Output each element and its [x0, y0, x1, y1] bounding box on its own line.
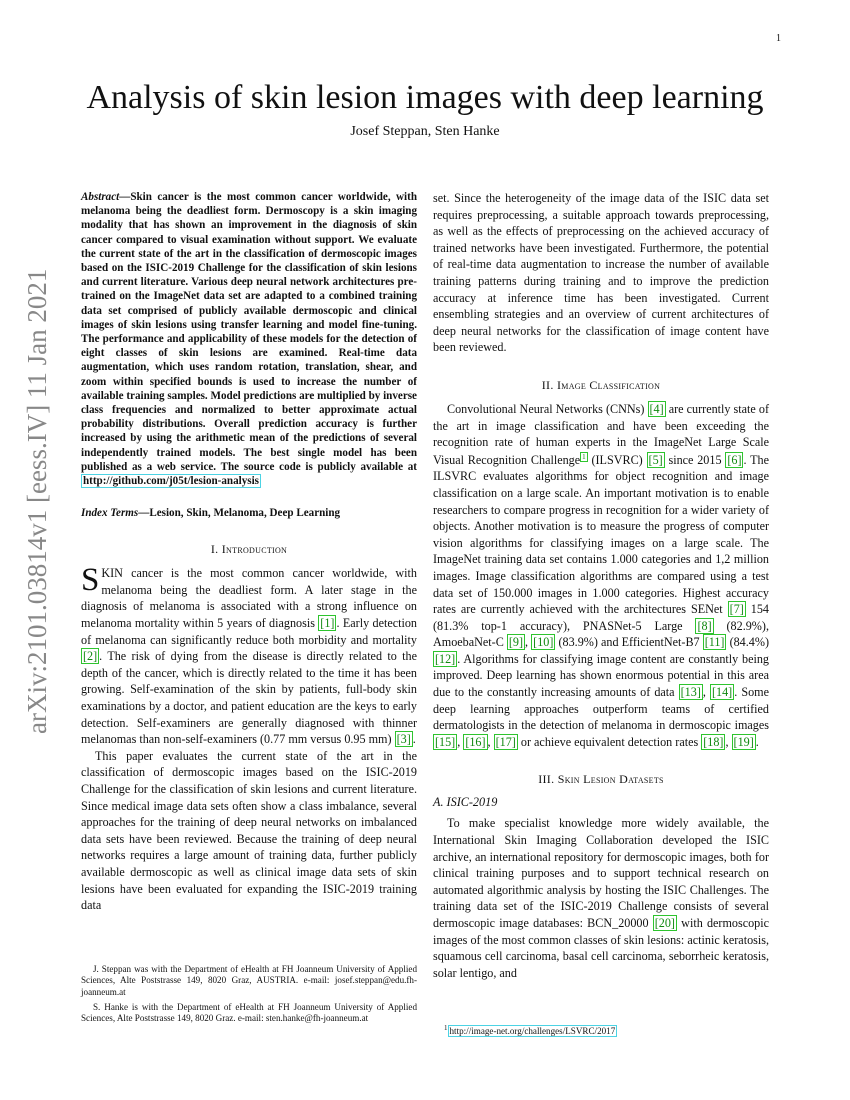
- drop-cap: S: [81, 562, 100, 599]
- citation-link[interactable]: [10]: [533, 635, 554, 650]
- subsection-heading-isic-2019: A. ISIC-2019: [433, 795, 498, 810]
- left-column: [81, 190, 417, 914]
- citation-link[interactable]: [12]: [435, 651, 456, 666]
- citation-link[interactable]: [5]: [648, 452, 663, 467]
- abstract-lead: Abstract: [81, 191, 120, 203]
- citation-link[interactable]: [13]: [680, 685, 701, 700]
- citation-link[interactable]: [17]: [495, 734, 516, 749]
- citation-link[interactable]: [1]: [320, 616, 335, 631]
- citation-link[interactable]: [7]: [729, 602, 744, 617]
- section-heading-skin-lesion-datasets: III. Skin Lesion Datasets: [538, 772, 664, 787]
- citation-link[interactable]: [8]: [697, 618, 712, 633]
- citation-link[interactable]: [14]: [711, 685, 733, 700]
- citation-link[interactable]: [20]: [654, 916, 675, 931]
- imagenet-link[interactable]: http://image-net.org/challenges/LSVRC/2017: [449, 1026, 616, 1037]
- citation-link[interactable]: [16]: [465, 734, 486, 749]
- citation-link[interactable]: [18]: [703, 734, 724, 749]
- index-terms: [81, 506, 417, 520]
- index-terms-lead: Index Terms: [81, 507, 139, 520]
- image-classification-paragraph: Convolutional Neural Networks (CNNs) [4] are currently state of the art in image classification and have been exceeding the recognition rate of human experts in the ImageNet Large Scale Visual Recognition Challenge $^1$ (ILSVRC) [5] since 2015 [6] . The ILSVRC evaluates algorithms for object recognition and image classification on a large scale. An important motivation is to enable researchers to compare progress in recognition for a wider variety of objects. Another motivation is to measure the progress of computer vision algorithms for classifying images on a large scale. The ImageNet training data set contains 1.000 categories and 1,2 million images. Image classification algorithms are compared using a test data set of 150.000 images in 1.000 categories. Highest accuracy rates are currently achieved with the architectures SENet [7] 154 (81.3% top-1 accuracy), PNASNet-5 Large [8] (82.9%), AmoebaNet-C [9] , [10] (83.9%) and EfficientNet-B7 [11] (84.4%) [12] . Algorithms for classifying image content are constantly being improved. Deep learning has shown enormous potential in this area due to the constantly increasing amounts of data [13] , [14] . Some deep learning approaches outperform teams of certified dermatologists in the detection of melanoma in dermoscopic images [15] , [16] , [17] or achieve equivalent detection rates [18] , [19] .: [433, 401, 770, 749]
- citation-link[interactable]: [19]: [733, 734, 754, 749]
- paper-authors: Josef Steppan, Sten Hanke: [350, 124, 500, 139]
- intro-continuation: set. Since the heterogeneity of the image data of the ISIC data set requires preprocessing, a suitable approach towards preprocessing, as well as the effects of preprocessing on the achieved accuracy of trained networks have been investigated. Furthermore, the potential of real-time data augmentation to increase the number of available training patterns during training and to improve the prediction accuracy at inference time has been investigated. Current ensembling strategies and an overview of current architectures of deep neural networks for the classification of image content have been reviewed.: [433, 191, 769, 355]
- citation-link[interactable]: [6]: [727, 452, 742, 467]
- abstract: [81, 190, 417, 488]
- intro-paragraph-2: This paper evaluates the current state of the art in the classification of dermoscopic images based on the ISIC-2019 Challenge for the classification of skin lesions and current literature. Since medical image data sets often show a class imbalance, several approaches for the training of deep neural networks on imbalanced data sets have been reviewed. Because the training of deep neural networks requires a large amount of training data, further publicly available dermoscopic as well as clinical image data sets of skin lesions have been evaluated for expanding the ISIC-2019 training data: [81, 748, 417, 913]
- isic-paragraph: To make specialist knowledge more widely available, the International Skin Imaging Collaboration developed the ISIC archive, an international repository for dermoscopic images, both for clinical training purposes and to support technical research on automated algorithmic analysis by hosting the ISIC Challenges. The training data set of the ISIC-2019 Challenge consists of several dermoscopic image databases: BCN_20000 [20] with dermoscopic images of the most common classes of skin lesions: actinic keratosis, squamous cell carcinoma, basal cell carcinoma, seborrheic keratosis, solar lentigo, and: [433, 816, 769, 980]
- footnote-number: 1: [444, 1024, 448, 1032]
- citation-link[interactable]: [15]: [435, 734, 456, 749]
- paper-title: Analysis of skin lesion images with deep learning: [86, 79, 764, 116]
- author-footnotes: [81, 964, 417, 1028]
- arxiv-identifier: arXiv:2101.03814v1 [eess.IV] 11 Jan 2021: [22, 268, 52, 734]
- index-terms-text: —Lesion, Skin, Melanoma, Deep Learning: [138, 507, 341, 520]
- footnote-imagenet: [444, 1024, 617, 1036]
- intro-paragraph-1: SKIN cancer is the most common cancer worldwide, with melanoma being the deadliest form. A later stage in the diagnosis of melanoma is associated with a strong influence on melanoma mortality within 5 years of diagnosis [1] . Early detection of melanoma can significantly reduce both morbidity and mortality [2] . The risk of dying from the disease is directly related to the depth of the cancer, which is directly related to the time it has been growing. Self-examination of the skin by patients, full-body skin examinations by a doctor, and patient education are the keys to early detection. Self-examiners are generally diagnosed with thinner melanomas than non-self-examiners (0.77 mm versus 0.95 mm) [3] .: [81, 562, 417, 747]
- source-code-link[interactable]: http://github.com/j05t/lesion-analysis: [83, 475, 259, 488]
- citation-link[interactable]: [3]: [396, 732, 411, 747]
- abstract-text: —Skin cancer is the most common cancer worldwide, with melanoma being the deadliest form. Dermoscopy is a skin imaging modality that has shown an improvement in the diagnosis of skin cancer compared to visual examination without support. We evaluate the current state of the art in the classification of dermoscopic images based on the ISIC-2019 Challenge for the classification of skin lesions and current literature. Various deep neural network architectures pre-trained on the ImageNet data set are adapted to a combined training data set comprised of publicly available dermoscopic and clinical images of skin lesions using transfer learning and model fine-tuning. The performance and applicability of these models for the detection of eight classes of skin lesions are examined. Real-time data augmentation, which uses random rotation, translation, shear, and zoom within specified bounds is used to increase the number of available training samples. Model predictions are multiplied by inverse class frequencies and normalized to better approximate actual probability distributions. Overall prediction accuracy is further increased by using the arithmetic mean of the predictions of several independently trained models. The best single model has been published as a web service. The source code is publicly available at: [81, 191, 417, 473]
- right-column: [433, 190, 769, 981]
- citation-link[interactable]: [11]: [704, 635, 725, 650]
- citation-link[interactable]: [2]: [83, 649, 98, 664]
- footnote-hanke: S. Hanke is with the Department of eHealth at FH Joanneum University of Applied Sciences, Alte Poststrasse 149, 8020 Graz. e-mail: sten.hanke@fh-joanneum.at: [81, 1001, 417, 1024]
- footnote-marker[interactable]: 1: [582, 452, 586, 461]
- citation-link[interactable]: [9]: [508, 635, 524, 650]
- footnote-steppan: J. Steppan was with the Department of eHealth at FH Joanneum University of Applied Sciences, Alte Poststrasse 149, 8020 Graz, AUSTRIA. e-mail: josef.steppan@edu.fh-joanneum.at: [81, 964, 417, 997]
- page-number: 1: [776, 33, 781, 44]
- section-heading-image-classification: II. Image Classification: [541, 377, 661, 392]
- citation-link[interactable]: [4]: [649, 401, 664, 416]
- section-heading-introduction: I. Introduction: [210, 542, 288, 557]
